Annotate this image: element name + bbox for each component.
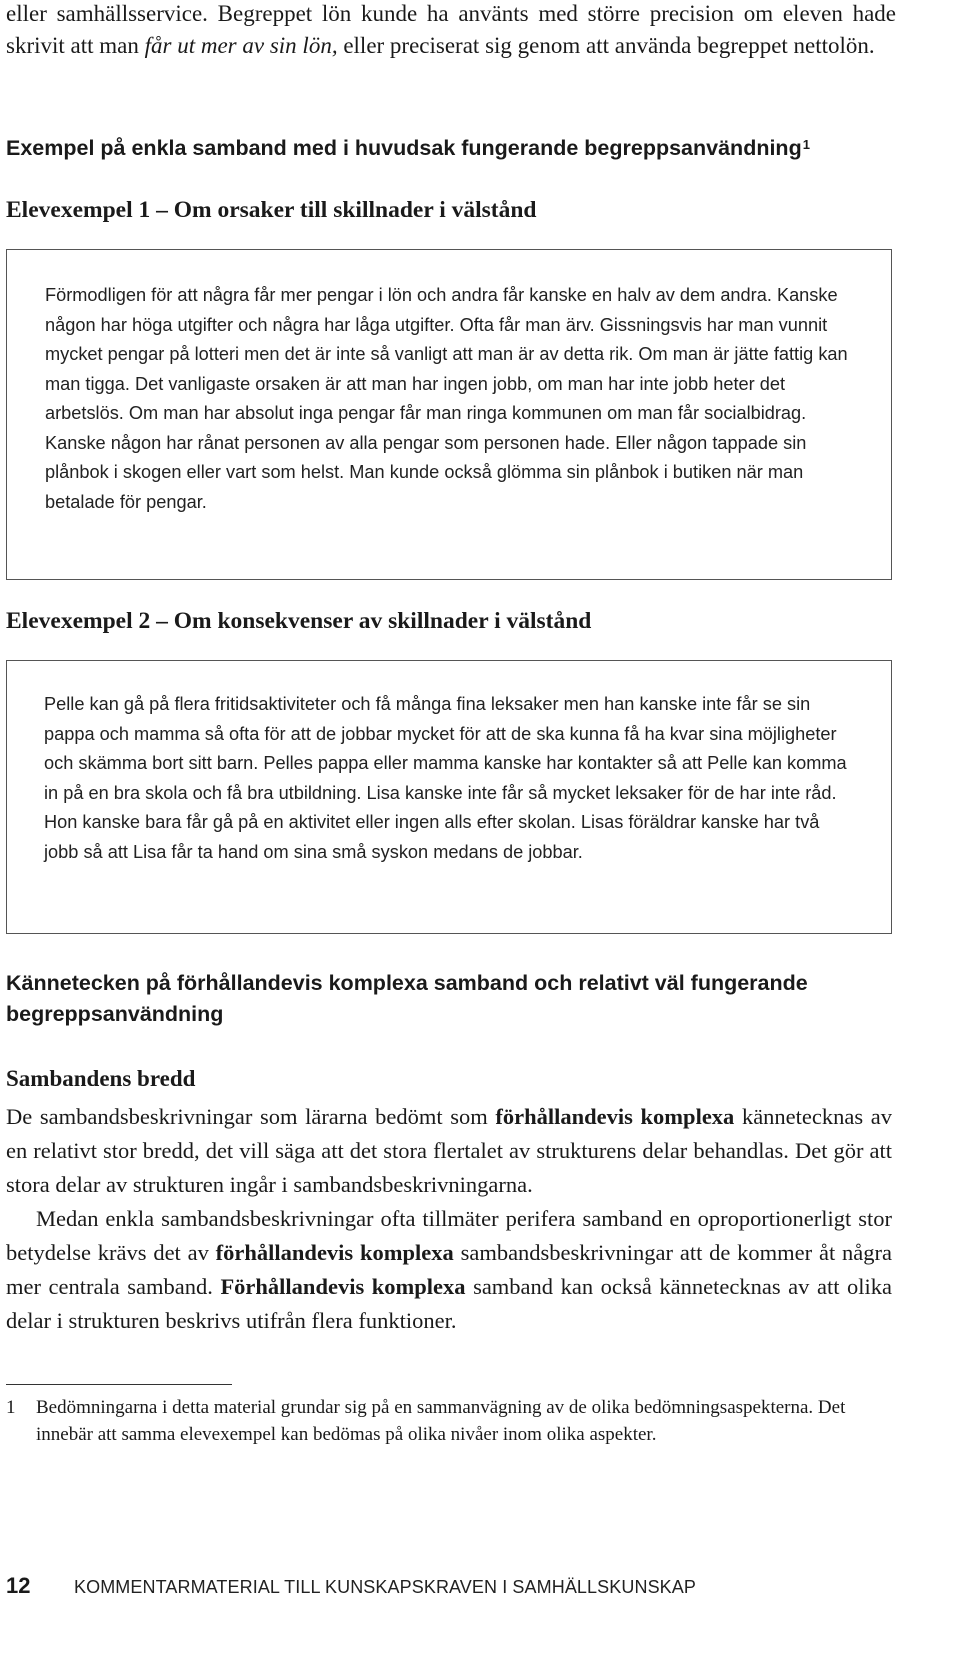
- breadth-p1-text-a: De sambandsbeskrivningar som lärarna bedömt som: [6, 1104, 496, 1129]
- breadth-p1-bold: förhållandevis komplexa: [495, 1104, 735, 1129]
- intro-text-b: eller preciserat sig genom att använda begreppet nettolön.: [337, 33, 875, 58]
- section-breadth-body: [6, 1100, 892, 1338]
- footnote-number: 1: [6, 1397, 16, 1418]
- heading-complex-relationships: Kännetecken på förhållandevis komplexa samband och relativt väl fungerande begreppsanvändning: [6, 971, 808, 1026]
- example-1-title: Elevexempel 1 – Om orsaker till skillnader i välstånd: [6, 197, 537, 223]
- breadth-p1-text-b: kännetecknas av en relativt stor bredd, det vill säga att det stora flertalet av strukturens delar behandlas. Det gör att stora delar av strukturen ingår i sambandsbeskrivningarna.: [6, 1104, 892, 1197]
- footnote: [6, 1394, 876, 1448]
- footnote-text: Bedömningarna i detta material grundar sig på en sammanvägning av de olika bedömningsaspekterna. Det innebär att samma elevexempel kan bedömas på olika nivåer inom olika aspekter.: [36, 1397, 846, 1445]
- example-2-title: Elevexempel 2 – Om konsekvenser av skillnader i välstånd: [6, 608, 592, 634]
- footnote-reference: 1: [802, 137, 810, 152]
- heading-simple-relationships: [6, 133, 810, 164]
- breadth-paragraph-1: [6, 1100, 892, 1202]
- section-breadth-title: Sambandens bredd: [6, 1066, 196, 1091]
- intro-italic: får ut mer av sin lön,: [144, 33, 338, 58]
- breadth-p2-text-a: Medan enkla sambandsbeskrivningar ofta tillmäter perifera samband en oproportionerligt stor betydelse krävs det av: [6, 1206, 892, 1265]
- example-2-box: [6, 660, 892, 934]
- example-1-text: Förmodligen för att några får mer pengar i lön och andra får kanske en halv av dem andra. Kanske någon har höga utgifter och några har låga utgifter. Ofta får man ärv. Gissningsvis har man vunnit mycket pengar på lotteri men det är inte så vanligt att man är av detta rik. Om man är jätte fattig kan man tigga. Det vanligaste orsaken är att man har ingen jobb, om man har inte jobb heter det arbetslös. Om man har absolut inga pengar får man ringa kommunen om man får socialbidrag. Kanske någon har rånat personen av alla pengar som personen hade. Eller någon tappade sin plånbok i skogen eller vart som helst. Man kunde också glömma sin plånbok i butiken när man betalade för pengar.: [45, 285, 848, 512]
- breadth-p2-text-b: sambandsbeskrivningar att de kommer åt några mer centrala samband.: [6, 1240, 892, 1299]
- footnote-divider: [6, 1384, 232, 1385]
- page-footer: [6, 1573, 696, 1599]
- breadth-p2-bold-1: förhållandevis komplexa: [215, 1240, 454, 1265]
- breadth-p2-text-c: samband kan också kännetecknas av att olika delar i strukturen beskrivs utifrån flera funktioner.: [6, 1274, 892, 1333]
- example-2-text: Pelle kan gå på flera fritidsaktiviteter och få många fina leksaker men han kanske inte får se sin pappa och mamma så ofta för att de jobbar mycket för att de ska kunna få ha kvar sina möjligheter och skämma bort sitt barn. Pelles pappa eller mamma kanske har kontakter så att Pelle kan komma in på en bra skola och få bra utbildning. Lisa kanske inte får så mycket leksaker för de har inte råd. Hon kanske bara får gå på en aktivitet eller ingen alls efter skolan. Lisas föräldrar kanske har två jobb så att Lisa får ta hand om sina små syskon medans de jobbar.: [44, 694, 847, 862]
- intro-paragraph: [6, 0, 896, 62]
- heading-simple-text: Exempel på enkla samband med i huvudsak fungerande begreppsanvändning: [6, 136, 802, 160]
- example-1-box: [6, 249, 892, 580]
- intro-text-a: eller samhällsservice. Begreppet lön kunde ha använts med större precision om eleven hade skrivit att man: [6, 1, 896, 58]
- breadth-p2-bold-2: Förhållandevis komplexa: [220, 1274, 466, 1299]
- page-number: 12: [6, 1573, 31, 1598]
- running-title: KOMMENTARMATERIAL TILL KUNSKAPSKRAVEN I SAMHÄLLSKUNSKAP: [74, 1577, 696, 1597]
- breadth-paragraph-2: [6, 1202, 892, 1338]
